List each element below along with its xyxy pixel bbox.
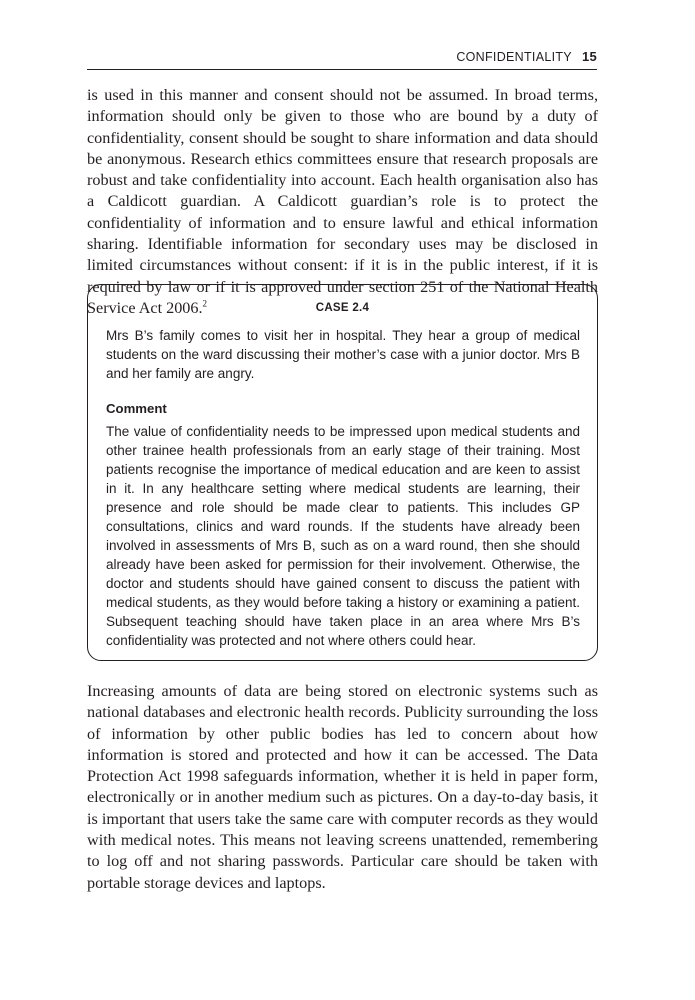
page-number: 15 (581, 49, 597, 64)
case-box (87, 284, 598, 661)
body-paragraph-1-text: is used in this manner and consent should not be assumed. In broad terms, information should only be given to those who are bound by a duty of confidentiality, consent should be sought to share information and data should be anonymous. Research ethics committees ensure that research proposals are robust and take confidentiality into account. Each health organisation also has a Caldicott guardian. A Caldicott guardian’s role is to protect the confidentiality of information and to ensure lawful and ethical information sharing. Identifiable information for secondary uses may be disclosed in limited circumstances without consent: if it is in the public interest, if it is required by law or if it is approved under section 251 of the National Health Service Act 2006. (87, 86, 598, 317)
body-paragraph-2: Increasing amounts of data are being stored on electronic systems such as national databases and electronic health records. Publicity surrounding the loss of information by other public bodies has led to concern about how information is stored and protected and how it can be accessed. The Data Protection Act 1998 safeguards information, whether it is held in paper form, electronically or in another medium such as pictures. On a day-to-day basis, it is important that users take the same care with computer records as they would with medical notes. This means not leaving screens unattended, remembering to log off and not sharing passwords. Particular care should be taken with portable storage devices and laptops. (87, 682, 598, 892)
running-header (87, 49, 597, 70)
case-comment: The value of confidentiality needs to be impressed upon medical students and other trainee health professionals from an early stage of their training. Most patients recognise the importance of medical education and are keen to assist in it. In any healthcare setting where medical students are learning, their presence and role should be made clear to patients. This includes GP consultations, clinics and ward rounds. If the students have already been involved in assessments of Mrs B, such as on a ward round, then she should already have been asked for permission for their involvement. Otherwise, the doctor and students should have gained consent to discuss the patient with medical students, as they would before taking a history or examining a patient. Subsequent teaching should have taken place in an area where Mrs B’s confidentiality was protected and not where others could hear. (106, 424, 580, 648)
comment-heading: Comment (106, 401, 167, 416)
running-title: CONFIDENTIALITY (456, 50, 572, 64)
case-title: CASE 2.4 (315, 302, 370, 314)
case-scenario: Mrs B’s family comes to visit her in hospital. They hear a group of medical students on the ward discussing their mother’s case with a junior doctor. Mrs B and her family are angry. (106, 328, 580, 381)
reference-superscript: 2 (202, 298, 208, 309)
